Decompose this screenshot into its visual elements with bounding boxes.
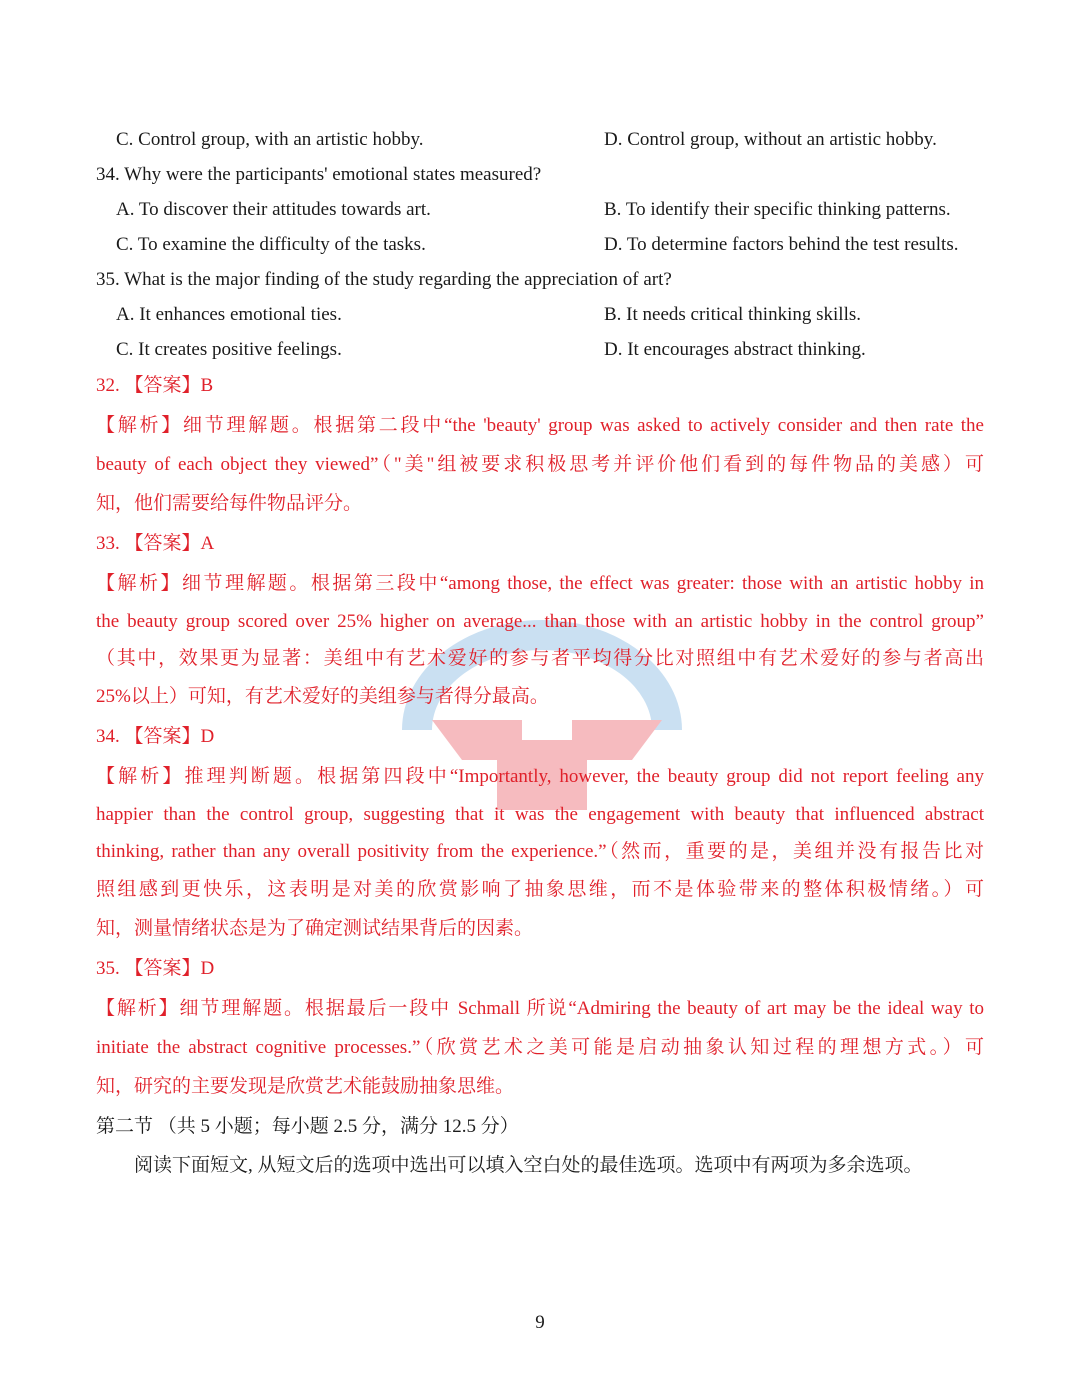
answer-34-line-4: 照组感到更快乐，这表明是对美的欣赏影响了抽象思维，而不是体验带来的整体积极情绪。）可 [96, 879, 984, 900]
answer-34-heading: 34. 【答案】D [96, 726, 215, 747]
q35-option-c: C. It creates positive feelings. [116, 339, 342, 360]
section-2-title: 第二节 （共 5 小题；每小题 2.5 分，满分 12.5 分） [96, 1116, 519, 1137]
question-35-stem: 35. What is the major finding of the study regarding the appreciation of art? [96, 269, 672, 290]
option-c: C. Control group, with an artistic hobby. [116, 129, 424, 150]
q34-option-b: B. To identify their specific thinking patterns. [604, 199, 951, 220]
answer-32-line-2: beauty of each object they viewed”（"美"组被要求积极思考并评价他们看到的每件物品的美感）可 [96, 454, 984, 475]
answer-34-line-2: happier than the control group, suggesting that it was the engagement with beauty that influenced abstract [96, 804, 984, 825]
question-34-stem: 34. Why were the participants' emotional states measured? [96, 164, 542, 185]
answer-32-heading: 32. 【答案】B [96, 375, 214, 396]
answer-35-line-2: initiate the abstract cognitive processes.”（欣赏艺术之美可能是启动抽象认知过程的理想方式。）可 [96, 1037, 984, 1058]
answer-35-line-1: 【解析】细节理解题。根据最后一段中 Schmall 所说“Admiring the beauty of art may be the ideal way to [96, 998, 984, 1019]
answer-35-line-3: 知，研究的主要发现是欣赏艺术能鼓励抽象思维。 [96, 1076, 515, 1097]
answer-32-line-3: 知，他们需要给每件物品评分。 [96, 493, 363, 514]
q34-option-c: C. To examine the difficulty of the tasks. [116, 234, 426, 255]
answer-33-line-2: the beauty group scored over 25% higher on average... than those with an artistic hobby in the control group” [96, 611, 984, 632]
answer-34-line-5: 知，测量情绪状态是为了确定测试结果背后的因素。 [96, 918, 534, 939]
section-2-instruction: 阅读下面短文, 从短文后的选项中选出可以填入空白处的最佳选项。选项中有两项为多余选项。 [134, 1155, 923, 1176]
answer-35-heading: 35. 【答案】D [96, 958, 215, 979]
q34-option-a: A. To discover their attitudes towards art. [116, 199, 431, 220]
option-d: D. Control group, without an artistic hobby. [604, 129, 937, 150]
q34-option-d: D. To determine factors behind the test results. [604, 234, 959, 255]
answer-33-line-4: 25%以上）可知，有艺术爱好的美组参与者得分最高。 [96, 686, 549, 707]
answer-34-line-3: thinking, rather than any overall positivity from the experience.”（然而，重要的是，美组并没有报告比对 [96, 841, 984, 862]
answer-33-line-3: （其中，效果更为显著：美组中有艺术爱好的参与者平均得分比对照组中有艺术爱好的参与者高出 [96, 648, 984, 669]
answer-32-line-1: 【解析】细节理解题。根据第二段中“the 'beauty' group was asked to actively consider and then rate the [96, 415, 984, 436]
answer-33-heading: 33. 【答案】A [96, 533, 215, 554]
answer-33-line-1: 【解析】细节理解题。根据第三段中“among those, the effect was greater: those with an artistic hobby in [96, 573, 984, 594]
answer-34-line-1: 【解析】推理判断题。根据第四段中“Importantly, however, the beauty group did not report feeling any [96, 766, 984, 787]
page-number: 9 [535, 1312, 545, 1333]
q35-option-d: D. It encourages abstract thinking. [604, 339, 866, 360]
q35-option-a: A. It enhances emotional ties. [116, 304, 342, 325]
q35-option-b: B. It needs critical thinking skills. [604, 304, 861, 325]
